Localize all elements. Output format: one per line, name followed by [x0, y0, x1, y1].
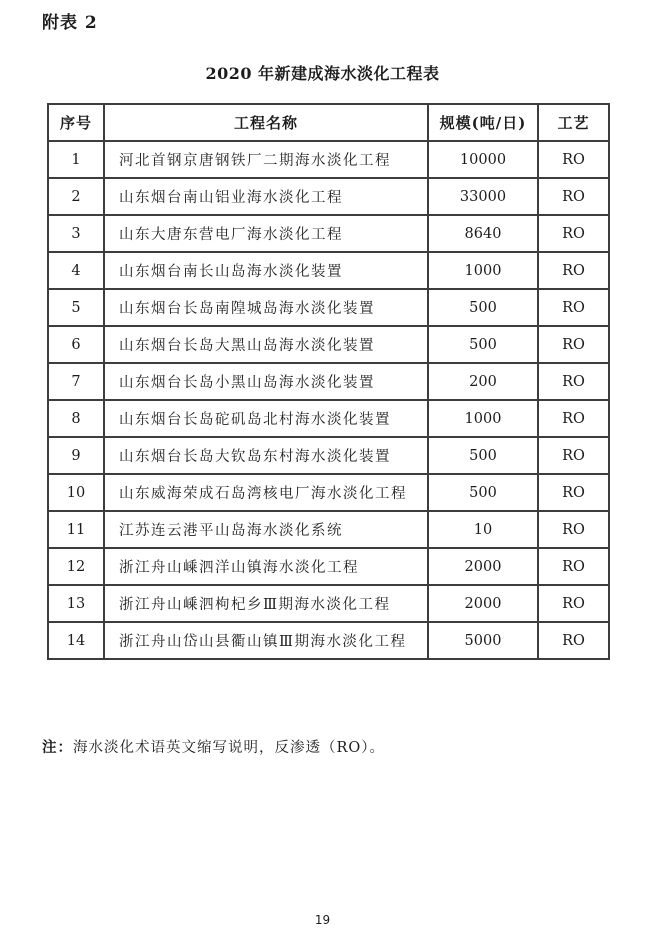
cell-process: RO — [538, 400, 609, 437]
cell-name: 山东烟台长岛砣矶岛北村海水淡化装置 — [104, 400, 428, 437]
annex-label: 附表 2 — [42, 13, 98, 33]
table-row — [48, 363, 609, 400]
cell-index: 4 — [48, 252, 104, 289]
cell-name: 山东烟台长岛小黑山岛海水淡化装置 — [104, 363, 428, 400]
table-row — [48, 400, 609, 437]
projects-table — [47, 103, 610, 660]
cell-index: 14 — [48, 622, 104, 659]
cell-capacity: 1000 — [428, 400, 538, 437]
cell-name: 河北首钢京唐钢铁厂二期海水淡化工程 — [104, 141, 428, 178]
table-row — [48, 437, 609, 474]
table-row — [48, 141, 609, 178]
cell-index: 8 — [48, 400, 104, 437]
cell-capacity: 500 — [428, 437, 538, 474]
cell-capacity: 8640 — [428, 215, 538, 252]
cell-process: RO — [538, 141, 609, 178]
cell-process: RO — [538, 437, 609, 474]
cell-process: RO — [538, 363, 609, 400]
cell-name: 浙江舟山嵊泗枸杞乡Ⅲ期海水淡化工程 — [104, 585, 428, 622]
cell-index: 5 — [48, 289, 104, 326]
header-cell: 工程名称 — [104, 104, 428, 141]
document-title: 2020 年新建成海水淡化工程表 — [205, 64, 440, 83]
cell-index: 12 — [48, 548, 104, 585]
cell-index: 11 — [48, 511, 104, 548]
cell-process: RO — [538, 511, 609, 548]
cell-name: 山东烟台南山铝业海水淡化工程 — [104, 178, 428, 215]
cell-index: 10 — [48, 474, 104, 511]
cell-index: 9 — [48, 437, 104, 474]
cell-name: 山东烟台长岛大钦岛东村海水淡化装置 — [104, 437, 428, 474]
table-header-row — [48, 104, 609, 141]
table-row — [48, 215, 609, 252]
cell-name: 浙江舟山嵊泗洋山镇海水淡化工程 — [104, 548, 428, 585]
cell-capacity: 200 — [428, 363, 538, 400]
note-prefix: 注： — [42, 739, 73, 756]
cell-name: 山东烟台南长山岛海水淡化装置 — [104, 252, 428, 289]
cell-capacity: 5000 — [428, 622, 538, 659]
cell-process: RO — [538, 215, 609, 252]
table-row — [48, 252, 609, 289]
cell-index: 3 — [48, 215, 104, 252]
cell-name: 山东威海荣成石岛湾核电厂海水淡化工程 — [104, 474, 428, 511]
cell-name: 山东大唐东营电厂海水淡化工程 — [104, 215, 428, 252]
cell-capacity: 10 — [428, 511, 538, 548]
note — [42, 736, 385, 757]
cell-process: RO — [538, 474, 609, 511]
table-row — [48, 511, 609, 548]
cell-index: 13 — [48, 585, 104, 622]
cell-process: RO — [538, 585, 609, 622]
cell-capacity: 500 — [428, 474, 538, 511]
cell-process: RO — [538, 548, 609, 585]
cell-process: RO — [538, 326, 609, 363]
cell-process: RO — [538, 289, 609, 326]
cell-index: 7 — [48, 363, 104, 400]
header-cell: 工艺 — [538, 104, 609, 141]
cell-capacity: 1000 — [428, 252, 538, 289]
cell-process: RO — [538, 252, 609, 289]
table-row — [48, 622, 609, 659]
header-cell: 序号 — [48, 104, 104, 141]
cell-capacity: 500 — [428, 326, 538, 363]
table-row — [48, 585, 609, 622]
cell-index: 1 — [48, 141, 104, 178]
cell-capacity: 2000 — [428, 585, 538, 622]
cell-name: 山东烟台长岛大黑山岛海水淡化装置 — [104, 326, 428, 363]
cell-index: 2 — [48, 178, 104, 215]
table-row — [48, 289, 609, 326]
table-row — [48, 326, 609, 363]
cell-capacity: 500 — [428, 289, 538, 326]
cell-capacity: 33000 — [428, 178, 538, 215]
cell-name: 浙江舟山岱山县衢山镇Ⅲ期海水淡化工程 — [104, 622, 428, 659]
cell-index: 6 — [48, 326, 104, 363]
cell-process: RO — [538, 622, 609, 659]
table-row — [48, 474, 609, 511]
table-row — [48, 178, 609, 215]
cell-name: 山东烟台长岛南隍城岛海水淡化装置 — [104, 289, 428, 326]
cell-capacity: 2000 — [428, 548, 538, 585]
cell-capacity: 10000 — [428, 141, 538, 178]
page-number: 19 — [314, 913, 331, 927]
note-text: 海水淡化术语英文缩写说明，反渗透（RO）。 — [73, 740, 386, 756]
header-cell: 规模(吨/日) — [428, 104, 538, 141]
table-row — [48, 548, 609, 585]
cell-process: RO — [538, 178, 609, 215]
cell-name: 江苏连云港平山岛海水淡化系统 — [104, 511, 428, 548]
